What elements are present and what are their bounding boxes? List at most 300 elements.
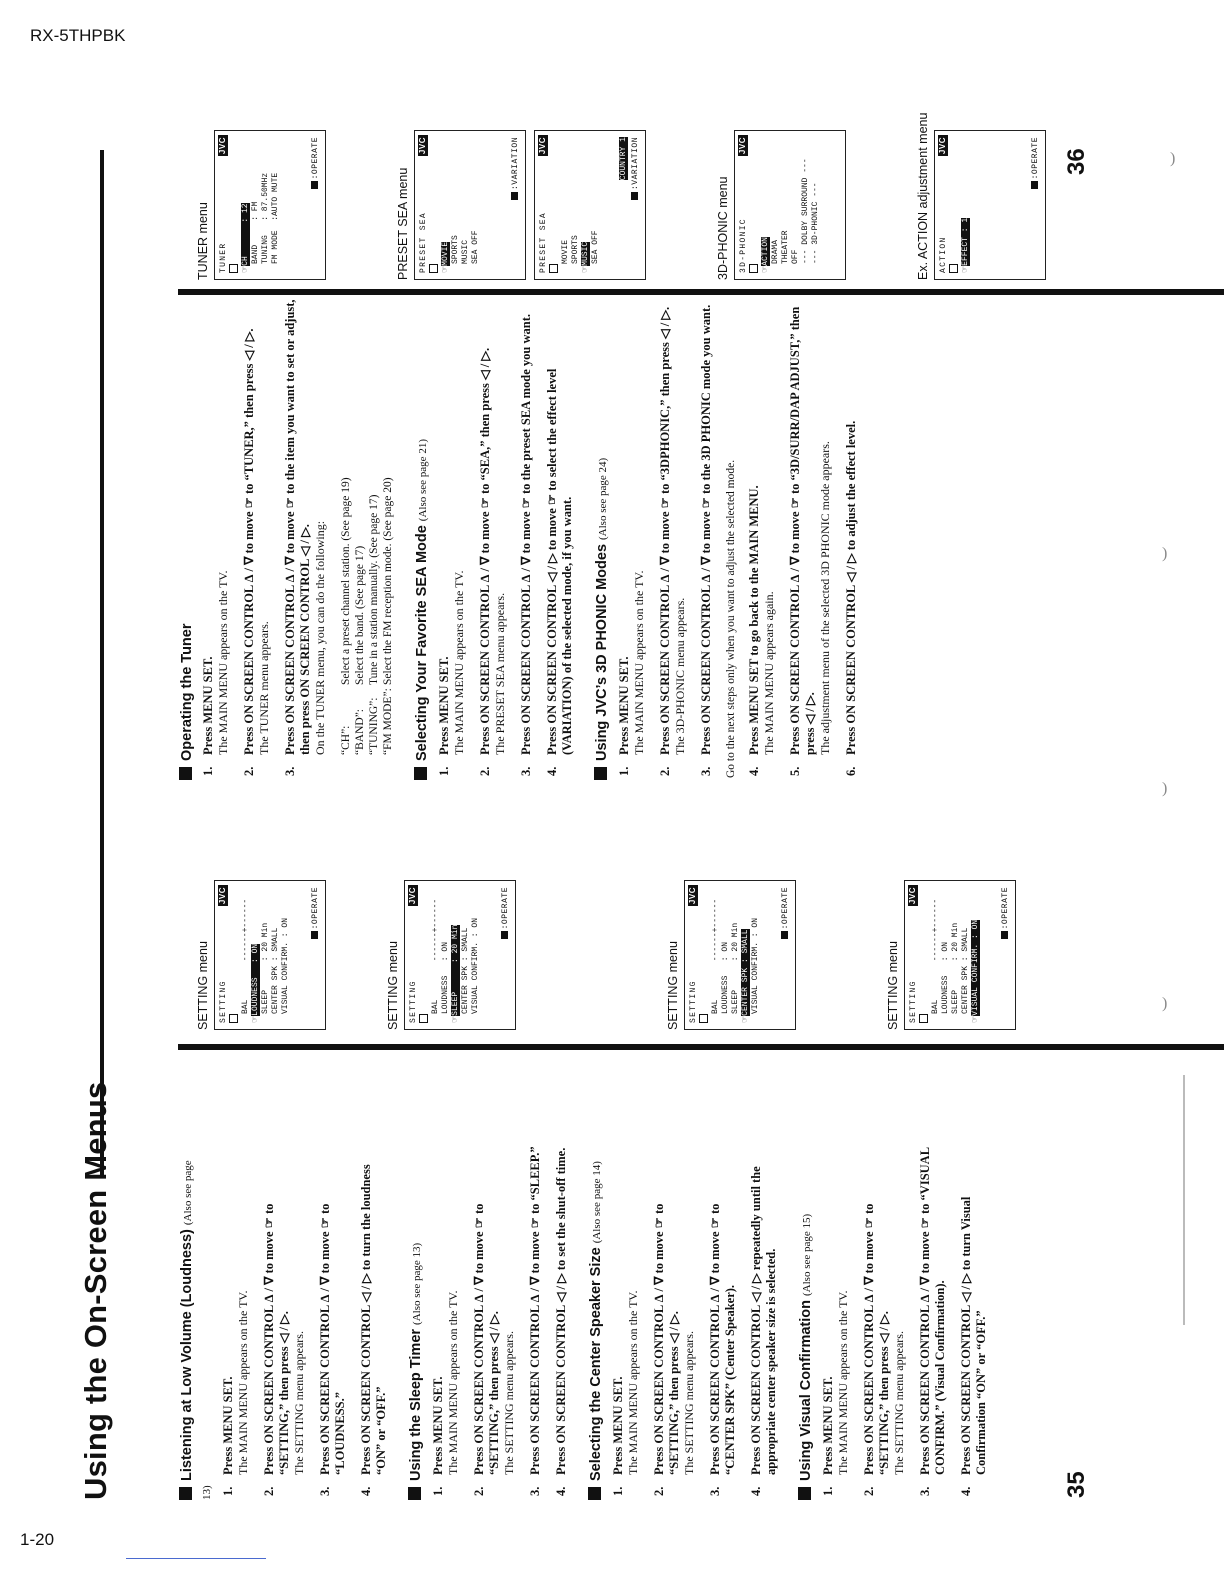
step (545, 290, 575, 780)
step (472, 1145, 517, 1500)
instruction-section (178, 290, 395, 780)
variation-badge (619, 137, 629, 180)
left-page-number: 35 (1063, 1471, 1090, 1498)
step-number: 1. (611, 1486, 625, 1496)
step (201, 290, 231, 780)
osd-footer (781, 887, 791, 939)
step (652, 1145, 697, 1500)
osd-footer (1031, 137, 1041, 189)
step-instruction: Press MENU SET to go back to the MAIN MENU. (747, 485, 761, 755)
step-list (617, 290, 714, 780)
right-column (178, 290, 877, 780)
jvc-logo: JVC (938, 137, 947, 155)
section-heading (413, 290, 432, 780)
section-bullet-icon (798, 1487, 811, 1500)
step (283, 290, 328, 780)
see-also-ref: (Also see page 14) (591, 1161, 603, 1244)
menu-caption: 3D-PHONIC menu (716, 176, 730, 280)
osd-menu-row (451, 887, 461, 1023)
osd-row-text: LOUDNESS : ON (441, 941, 450, 1014)
step-instruction: Press MENU SET. (821, 1376, 835, 1475)
osd-row-text: MOVIE (441, 241, 450, 266)
section-title: Selecting the Center Speaker Size (588, 1247, 604, 1481)
step-list (437, 290, 575, 780)
osd-menu-row (931, 887, 941, 1023)
step-instruction: Press MENU SET. (611, 1376, 625, 1475)
osd-row-text: BAL ------+------ (241, 898, 250, 1014)
osd-square-icon (229, 264, 238, 273)
osd-menu-row (471, 137, 481, 273)
section-bullet-icon (179, 767, 192, 780)
osd-footer-text: :OPERATE (1001, 887, 1010, 930)
osd-menu-row (461, 137, 471, 273)
step-result: The MAIN MENU appears again. (762, 591, 776, 755)
model-number: RX-5THPBK (30, 26, 126, 45)
step (262, 1145, 307, 1500)
option-desc: Select the band. (See page 17) (354, 545, 366, 685)
step (242, 290, 272, 780)
osd-square-icon (919, 1014, 928, 1023)
osd-menu-row (731, 887, 741, 1023)
menu-caption: SETTING menu (196, 941, 210, 1030)
section-title: Listening at Low Volume (Loudness) (179, 1229, 195, 1481)
option-row (339, 290, 353, 755)
osd-footer (1001, 887, 1011, 939)
option-desc: Select a preset channel station. (See page 19) (340, 477, 352, 685)
osd-chip-icon (949, 137, 961, 273)
step-instruction: Press ON SCREEN CONTROL ◁ / ▷ to set the shut-off time. (554, 1147, 568, 1475)
osd-menu-screen (404, 880, 516, 1030)
page-title: Using the On-Screen Menus (78, 1081, 113, 1500)
osd-menu-title: ACTION (939, 236, 948, 273)
instruction-section (797, 1145, 989, 1500)
title-rule (100, 150, 104, 1175)
osd-row-text: SPORTS (571, 235, 580, 264)
pointer-hand-icon: ☞ (761, 265, 770, 273)
step-number: 5. (788, 766, 802, 776)
step (478, 290, 508, 780)
menu-caption: TUNER menu (196, 202, 210, 280)
step-instruction: Press ON SCREEN CONTROL ◁ / ▷ to turn Visual Confirmation “ON” or “OFF.” (959, 1196, 988, 1475)
osd-chip-icon (919, 887, 931, 1023)
osd-footer-text: :OPERATE (1031, 137, 1040, 180)
step-list (201, 290, 328, 780)
step (617, 290, 647, 780)
option-list (339, 290, 395, 755)
step (519, 290, 534, 780)
operate-key-icon (501, 931, 508, 939)
step-number: 3. (918, 1486, 932, 1496)
osd-row-text: --- 3D-PHONIC --- (811, 182, 820, 264)
step-number: 4. (749, 1486, 763, 1496)
step-number: 2. (472, 1486, 486, 1496)
step-instruction: Press ON SCREEN CONTROL ∆ / ∇ to move ☞ to “VISUAL CONFIRM.” (Visual Confirmation). (918, 1147, 947, 1475)
step (749, 1145, 779, 1500)
step-list (221, 1145, 389, 1500)
osd-row-text: TUNING : 87.50MHz (261, 172, 270, 264)
step-instruction: Press MENU SET. (221, 1376, 235, 1475)
step-instruction: Press ON SCREEN CONTROL ◁ / ▷ to adjust the effect level. (844, 420, 858, 755)
osd-row-text: ACTION (761, 237, 770, 266)
osd-menu-screen (734, 130, 846, 280)
step-instruction: Press MENU SET. (617, 656, 631, 755)
step-number: 3. (519, 766, 533, 776)
step-instruction: Press ON SCREEN CONTROL ∆ / ∇ to move ☞ to the item you want to set or adjust, then press ON SCREEN CONTROL ◁ / ▷. (283, 299, 312, 755)
osd-menu-row (771, 137, 781, 273)
osd-row-text: MUSIC (581, 241, 590, 266)
step (862, 1145, 907, 1500)
step-instruction: Press ON SCREEN CONTROL ◁ / ▷ repeatedly until the appropriate center speaker size is selected. (749, 1166, 778, 1475)
step-instruction: Press ON SCREEN CONTROL ∆ / ∇ to move ☞ to “3DPHONIC,” then press ◁ / ▷. (658, 306, 672, 755)
column-bar (178, 1044, 1224, 1050)
pointer-hand-icon: ☞ (241, 265, 250, 273)
step-number: 4. (359, 1486, 373, 1496)
right-menu-block (716, 30, 846, 280)
step-number: 1. (437, 766, 451, 776)
osd-menu-row (751, 887, 761, 1023)
step-number: 4. (747, 766, 761, 776)
left-column (178, 1145, 1007, 1500)
osd-footer-text: :OPERATE (311, 137, 320, 180)
osd-chip-icon (699, 887, 711, 1023)
step (658, 290, 688, 780)
osd-footer-text: :OPERATE (501, 887, 510, 930)
pointer-hand-icon: ☞ (451, 1015, 460, 1023)
section-title: Operating the Tuner (179, 623, 195, 761)
osd-menu-row (441, 887, 451, 1023)
osd-menu-row (461, 887, 471, 1023)
osd-row-text: VISUAL CONFIRM. : ON (751, 917, 760, 1014)
step-number: 6. (844, 766, 858, 776)
osd-row-text: EFFECT : 1 (961, 217, 970, 266)
step-number: 2. (478, 766, 492, 776)
rotated-manual-page (78, 112, 1090, 1500)
step-list (431, 1145, 569, 1500)
step (821, 1145, 851, 1500)
operate-key-icon (1031, 181, 1038, 189)
osd-row-text: FM MODE :AUTO MUTE (271, 172, 280, 264)
step-result: The MAIN MENU appears on the TV. (236, 1290, 250, 1475)
step-number: 4. (554, 1486, 568, 1496)
osd-row-text: SLEEP : 20 Min (451, 924, 460, 1016)
variation-badge-text: COUNTRY 1 (619, 137, 628, 181)
osd-menu-row (971, 887, 981, 1023)
step-instruction: Press ON SCREEN CONTROL ∆ / ∇ to move ☞ to “SETTING,” then press ◁ / ▷. (262, 1203, 291, 1475)
osd-chip-icon (429, 137, 441, 273)
instruction-section (593, 290, 859, 780)
osd-chip-icon (229, 887, 241, 1023)
osd-row-text: BAND : FM (251, 201, 260, 264)
operate-key-icon (781, 931, 788, 939)
see-also-ref: (Also see page 21) (417, 439, 429, 522)
operate-key-icon (311, 181, 318, 189)
osd-row-text: MOVIE (561, 239, 570, 264)
right-menu-block (396, 30, 526, 280)
step-instruction: Press ON SCREEN CONTROL ∆ / ∇ to move ☞ to “3D/SURR/DAP ADJUST,” then press ◁ / ▷. (788, 306, 817, 755)
osd-menu-row (241, 137, 251, 273)
osd-menu-row (801, 137, 811, 273)
menu-caption: SETTING menu (666, 941, 680, 1030)
operate-key-icon (511, 192, 518, 200)
osd-menu-row (241, 887, 251, 1023)
jvc-logo: JVC (418, 137, 427, 155)
osd-menu-row (721, 887, 731, 1023)
scan-mark: ) (1162, 995, 1168, 1012)
scan-edge-line (1183, 1075, 1185, 1325)
step-number: 2. (262, 1486, 276, 1496)
osd-square-icon (429, 264, 438, 273)
osd-row-text: VISUAL CONFIRM. : ON (281, 917, 290, 1014)
step-number: 2. (242, 766, 256, 776)
right-menu-block (196, 30, 326, 280)
osd-menu-title: SETTING (409, 980, 418, 1023)
section-heading (593, 290, 612, 780)
osd-menu-row (761, 137, 771, 273)
osd-menu-screen (414, 130, 526, 280)
step-number: 1. (201, 766, 215, 776)
section-bullet-icon (414, 767, 427, 780)
step (437, 290, 467, 780)
option-row (367, 290, 381, 755)
osd-menu-row (591, 137, 601, 273)
step-instruction: Press ON SCREEN CONTROL ∆ / ∇ to move ☞ to “CENTER SPK” (Center Speaker). (708, 1203, 737, 1475)
pointer-hand-icon: ☞ (961, 265, 970, 273)
jvc-logo: JVC (538, 137, 547, 155)
step-list (747, 290, 859, 780)
step-number: 1. (431, 1486, 445, 1496)
osd-menu-row (811, 137, 821, 273)
column-bar (178, 289, 1224, 295)
option-key: “BAND”: (354, 709, 366, 755)
footer-rule (126, 1558, 266, 1559)
operate-key-icon (631, 192, 638, 200)
step-result: On the TUNER menu, you can do the following: (313, 520, 327, 755)
step-instruction: Press MENU SET. (431, 1376, 445, 1475)
section-title: Selecting Your Favorite SEA Mode (414, 525, 430, 761)
pointer-hand-icon: ☞ (441, 265, 450, 273)
osd-menu-row (941, 887, 951, 1023)
section-heading (797, 1145, 816, 1500)
step (318, 1145, 348, 1500)
step-instruction: Press ON SCREEN CONTROL ◁ / ▷ to move ☞ to select the effect level (VARIATION) of the selected mode, if you want. (545, 368, 574, 755)
osd-menu-row (951, 887, 961, 1023)
see-also-ref: (Also see page 15) (801, 1213, 813, 1296)
osd-square-icon (749, 264, 758, 273)
osd-row-text: LOUDNESS : ON (251, 943, 260, 1016)
section-bullet-icon (408, 1487, 421, 1500)
step-result: The adjustment menu of the selected 3D PHONIC mode appears. (818, 441, 832, 755)
step-number: 4. (545, 766, 559, 776)
osd-row-text: MUSIC (461, 239, 470, 264)
step-number: 3. (283, 766, 297, 776)
osd-row-text: --- DOLBY SURROUND --- (801, 158, 810, 264)
osd-menu-title: TUNER (219, 242, 228, 273)
step-result: The MAIN MENU appears on the TV. (216, 570, 230, 755)
jvc-logo: JVC (218, 137, 227, 155)
step-number: 3. (528, 1486, 542, 1496)
osd-menu-title: SETTING (219, 980, 228, 1023)
step-number: 3. (699, 766, 713, 776)
step-instruction: Press MENU SET. (437, 656, 451, 755)
section-heading (587, 1145, 606, 1500)
step-instruction: Press ON SCREEN CONTROL ∆ / ∇ to move ☞ to “SEA,” then press ◁ / ▷. (478, 347, 492, 755)
step-result: The MAIN MENU appears on the TV. (632, 570, 646, 755)
step-instruction: Press ON SCREEN CONTROL ∆ / ∇ to move ☞ to “SETTING,” then press ◁ / ▷. (652, 1203, 681, 1475)
osd-menu-row (271, 137, 281, 273)
step-list (611, 1145, 779, 1500)
osd-menu-screen (534, 130, 646, 280)
osd-menu-title: PRESET SEA (539, 211, 548, 273)
step-instruction: Press ON SCREEN CONTROL ∆ / ∇ to move ☞ to “SLEEP.” (528, 1146, 542, 1475)
osd-row-text: SLEEP : 20 Min (951, 922, 960, 1014)
osd-menu-row (581, 137, 591, 273)
step-result: The SETTING menu appears. (502, 1331, 516, 1475)
osd-menu-screen (214, 130, 326, 280)
osd-menu-row (251, 137, 261, 273)
osd-row-text: DRAMA (771, 239, 780, 264)
osd-row-text: VISUAL CONFIRM. : ON (471, 917, 480, 1014)
osd-row-text: CH : 12 (241, 203, 250, 266)
option-row (381, 290, 395, 755)
step-number: 2. (658, 766, 672, 776)
step (528, 1145, 543, 1500)
osd-chip-icon (229, 137, 241, 273)
option-desc: Tune in a station manually. (See page 17) (368, 494, 380, 685)
osd-row-text: LOUDNESS : ON (941, 941, 950, 1014)
osd-row-text: SEA OFF (471, 230, 480, 264)
osd-chip-icon (749, 137, 761, 273)
step (431, 1145, 461, 1500)
step-result: The TUNER menu appears. (257, 621, 271, 755)
option-key: “FM MODE”: (382, 688, 394, 755)
operate-key-icon (311, 931, 318, 939)
step-number: 3. (318, 1486, 332, 1496)
step (221, 1145, 251, 1500)
step (708, 1145, 738, 1500)
section-title: Using Visual Confirmation (798, 1299, 814, 1481)
option-key: “CH”: (340, 725, 352, 755)
scan-mark: ) (1162, 545, 1168, 562)
osd-menu-row (261, 137, 271, 273)
osd-menu-screen (904, 880, 1016, 1030)
osd-menu-row (711, 887, 721, 1023)
instruction-section (178, 1145, 389, 1500)
step-number: 1. (821, 1486, 835, 1496)
pointer-hand-icon: ☞ (251, 1015, 260, 1023)
osd-menu-title: SETTING (689, 980, 698, 1023)
osd-menu-row (441, 137, 451, 273)
step-result: The MAIN MENU appears on the TV. (626, 1290, 640, 1475)
osd-row-text: CENTER SPK : SMALL (741, 929, 750, 1016)
scan-mark: ) (1162, 780, 1168, 797)
step-instruction: Press ON SCREEN CONTROL ∆ / ∇ to move ☞ to “SETTING,” then press ◁ / ▷. (472, 1203, 501, 1475)
step-instruction: Press ON SCREEN CONTROL ◁ / ▷ to turn the loudness “ON” or “OFF.” (359, 1164, 388, 1475)
jvc-logo: JVC (908, 887, 917, 905)
osd-menu-row (281, 887, 291, 1023)
step (844, 290, 859, 780)
pointer-hand-icon: ☞ (581, 265, 590, 273)
step-instruction: Press ON SCREEN CONTROL ∆ / ∇ to move ☞ to “LOUDNESS.” (318, 1203, 347, 1475)
instruction-section (587, 1145, 779, 1500)
menu-caption: PRESET SEA menu (396, 167, 410, 280)
osd-square-icon (949, 264, 958, 273)
step (699, 290, 714, 780)
scan-mark: ) (1170, 150, 1176, 167)
osd-footer (311, 137, 321, 189)
osd-menu-row (571, 137, 581, 273)
osd-square-icon (549, 264, 558, 273)
step-result: The MAIN MENU appears on the TV. (446, 1290, 460, 1475)
right-menu-block (916, 30, 1046, 280)
step (359, 1145, 389, 1500)
step-number: 1. (617, 766, 631, 776)
step-result: The MAIN MENU appears on the TV. (836, 1290, 850, 1475)
osd-row-text: VISUAL CONFIRM. : ON (971, 919, 980, 1016)
section-note: Go to the next steps only when you want to adjust the selected mode. (725, 459, 737, 778)
osd-row-text: SPORTS (451, 235, 460, 264)
step-number: 3. (708, 1486, 722, 1496)
right-menu-column (196, 30, 1046, 280)
osd-menu-screen (934, 130, 1046, 280)
osd-row-text: THEATER (781, 230, 790, 264)
osd-menu-row (271, 887, 281, 1023)
step-number: 1. (221, 1486, 235, 1496)
osd-row-text: SLEEP : 20 Min (731, 922, 740, 1014)
see-also-ref: (Also see page 13) (182, 1160, 213, 1500)
osd-menu-screen (214, 880, 326, 1030)
option-desc: Select the FM reception mode. (See page 20) (382, 477, 394, 685)
page-code: 1-20 (20, 1530, 55, 1549)
osd-menu-row (791, 137, 801, 273)
step (554, 1145, 569, 1500)
osd-row-text: SEA OFF (591, 230, 600, 264)
see-also-ref: (Also see page 13) (411, 1242, 423, 1325)
section-bullet-icon (179, 1487, 192, 1500)
step (959, 1145, 989, 1500)
osd-footer (631, 137, 641, 200)
step-list (821, 1145, 989, 1500)
osd-footer-text: :VARIATION (631, 137, 640, 191)
osd-chip-icon (419, 887, 431, 1023)
osd-row-text: BAL ------+------ (931, 898, 940, 1014)
osd-row-text: BAL ------+------ (431, 898, 440, 1014)
step (611, 1145, 641, 1500)
osd-row-text: BAL ------+------ (711, 898, 720, 1014)
operate-key-icon (1001, 931, 1008, 939)
osd-footer-text: :VARIATION (511, 137, 520, 191)
step-instruction: Press MENU SET. (201, 656, 215, 755)
menu-caption: Ex. ACTION adjustment menu (916, 112, 930, 280)
section-heading (407, 1145, 426, 1500)
osd-square-icon (419, 1014, 428, 1023)
step-number: 2. (652, 1486, 666, 1496)
osd-footer-text: :OPERATE (781, 887, 790, 930)
step-instruction: Press ON SCREEN CONTROL ∆ / ∇ to move ☞ to the preset SEA mode you want. (519, 314, 533, 755)
jvc-logo: JVC (408, 887, 417, 905)
step (788, 290, 833, 780)
step-result: The MAIN MENU appears on the TV. (452, 570, 466, 755)
osd-row-text: CENTER SPK : SMALL (461, 927, 470, 1014)
osd-menu-row (561, 137, 571, 273)
osd-menu-row (251, 887, 261, 1023)
osd-menu-screen (684, 880, 796, 1030)
osd-footer (311, 887, 321, 939)
step-instruction: Press ON SCREEN CONTROL ∆ / ∇ to move ☞ to “SETTING,” then press ◁ / ▷. (862, 1203, 891, 1475)
step-result: The SETTING menu appears. (292, 1331, 306, 1475)
jvc-logo: JVC (218, 887, 227, 905)
osd-menu-row (961, 137, 971, 273)
step (918, 1145, 948, 1500)
